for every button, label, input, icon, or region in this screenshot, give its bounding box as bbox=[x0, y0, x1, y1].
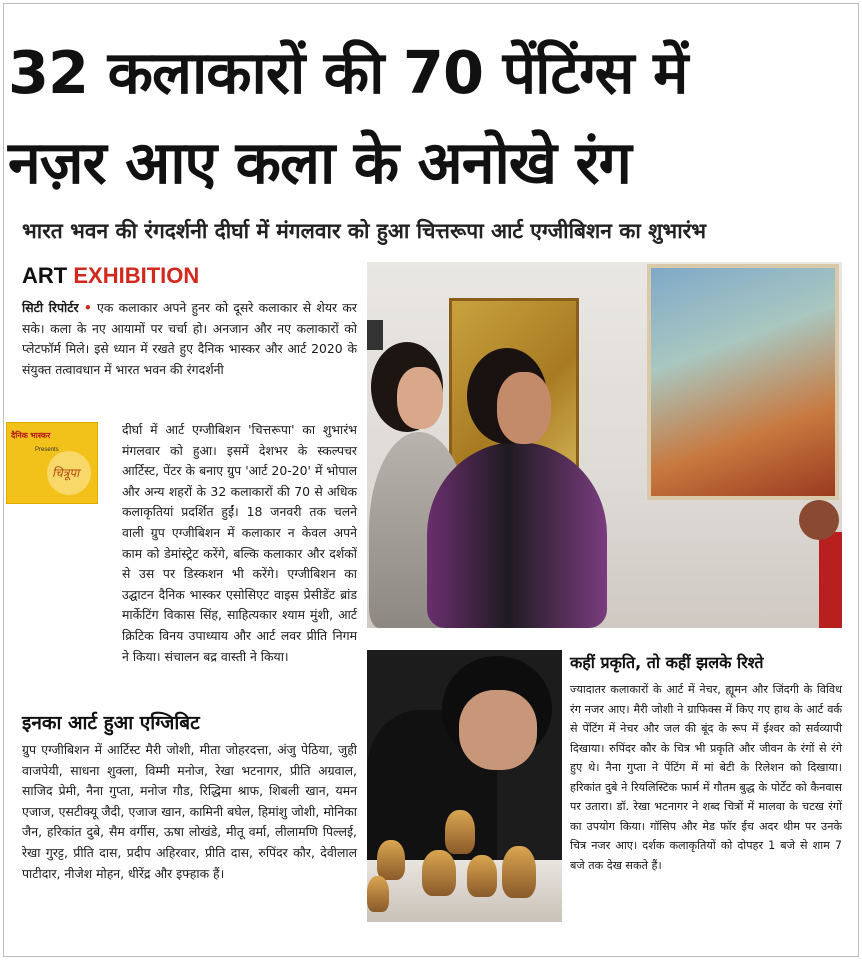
viewer-face bbox=[459, 690, 537, 770]
sculpture-figure bbox=[467, 855, 497, 897]
byline-bullet: • bbox=[83, 300, 92, 315]
visitor-1-face bbox=[397, 367, 443, 429]
sculpture-figure bbox=[445, 810, 475, 854]
sculpture-figure bbox=[422, 850, 456, 896]
painting-edge bbox=[367, 320, 383, 350]
red-sleeve bbox=[819, 532, 842, 628]
exhibition-photo bbox=[367, 262, 842, 628]
kicker-exhibition: EXHIBITION bbox=[73, 263, 200, 288]
logo-brand: दैनिक भास्कर bbox=[11, 431, 51, 440]
kicker-art: ART bbox=[22, 263, 68, 288]
headline-line-1: 32 कलाकारों की 70 पेंटिंग्स में bbox=[8, 38, 688, 107]
artists-section-title: इनका आर्ट हुआ एग्जिबिट bbox=[22, 712, 200, 734]
sculpture-figure bbox=[502, 846, 536, 898]
side-story-body: ज्यादातर कलाकारों के आर्ट में नेचर, ह्यूमन और जिंदगी के विविध रंग नजर आए। मैरी जोशी ने ग्राफिक्स में किए गए हाथ के आर्ट वर्क से पेंटिंग में नेचर और जल की बूंद के रूप में ईश्वर को सर्वव्यापी दिखाया। रुपिंदर कौर के चित्र भी प्रकृति और जीवन के रंगों से रंगे हुए थे। नैना गुप्ता ने पेंटिंग में मां बेटी के रिलेशन को दिखाया। हरिकांत दुबे ने रियलिस्टिक फार्म में गौतम बुद्ध के पोर्टेट को कैनवास पर उतारा। डॉ. रेखा भटनागर ने शब्द चित्रों में मालवा के चटख रंगों का उपयोग किया। गॉसिप और मेड फॉर ईच अदर थीम पर उनके चित्र नजर आए। दर्शक कलाकृतियों को दोपहर 1 बजे से शाम 7 बजे तक देख सकते हैं। bbox=[570, 683, 842, 872]
section-kicker bbox=[22, 262, 199, 290]
visitor-2-body bbox=[427, 442, 607, 628]
visitor-2-face bbox=[497, 372, 551, 444]
event-logo bbox=[6, 422, 98, 504]
pointing-hand bbox=[799, 500, 839, 540]
painting-woman-with-pot bbox=[647, 264, 839, 500]
article-body bbox=[22, 298, 357, 380]
sculpture-photo bbox=[367, 650, 562, 922]
headline-line-2: नज़र आए कला के अनोखे रंग bbox=[8, 128, 631, 197]
article-body-continued bbox=[11, 420, 357, 667]
article-paragraph-2: दीर्घा में आर्ट एग्जीबिशन 'चित्तरूपा' का शुभारंभ मंगलवार को हुआ। इसमें देशभर के स्कल्पचर आर्टिस्ट, पेंटर के बनाए ग्रुप 'आर्ट 20-20' में भोपाल और अन्य शहरों के 32 कलाकारों की 70 से अधिक कलाकृतियां प्रदर्शित हुईं। 18 जनवरी तक चलने वाली ग्रुप एग्जीबिशन में कलाकार न केवल अपने काम को डेमांस्ट्रेट करेंगे, बल्कि कलाकार और दर्शकों से उस पर डिस्कशन भी करेंगे। एग्जीबिशन का उद्घाटन दैनिक भास्कर एसोसिएट वाइस प्रेसीडेंट ब्रांड मार्केटिंग विकास सिंह, साहित्यकार श्याम मुंशी, आर्ट क्रिटिक विनय उपाध्याय और आर्ट लवर प्रीति निगम ने किया। संचालन बद्र वास्ती ने किया। bbox=[122, 422, 357, 664]
sculpture-figure bbox=[367, 876, 389, 912]
sculpture-figure bbox=[377, 840, 405, 880]
subheadline: भारत भवन की रंगदर्शनी दीर्घा में मंगलवार को हुआ चित्तरूपा आर्ट एग्जीबिशन का शुभारंभ bbox=[22, 219, 706, 243]
artists-list: ग्रुप एग्जीबिशन में आर्टिस्ट मैरी जोशी, मीता जोहरदत्ता, अंजु पेठिया, जुही वाजपेयी, साधना शुक्ला, विम्मी मनोज, रेखा भटनागर, प्रीति अग्रवाल, साजिद प्रेमी, नैना गुप्ता, मनोज गौड, रिद्धिमा श्राफ, शिबली खान, यमन एजाज, एसटीक्यू जैदी, एजाज खान, कामिनी बघेल, हिमांशु जोशी, मोनिका जैन, हरिकांत दुबे, सैम वर्गीस, ऊषा लोखंडे, मीतू वर्मा, लीलामणि पिल्लई, रेखा गुरट्ट, प्रीति दास, प्रदीप अहिरवार, प्रीति दास, रुपिंदर कौर, देवीलाल पाटीदार, नीजेश मोहन, धीरेंद्र और इफ्हाक हैं। bbox=[22, 742, 357, 881]
logo-presents: Presents bbox=[35, 447, 59, 453]
byline: सिटी रिपोर्टर bbox=[22, 300, 79, 315]
side-story-title: कहीं प्रकृति, तो कहीं झलके रिश्ते bbox=[570, 653, 764, 672]
headline bbox=[8, 28, 854, 208]
article-paragraph-1: एक कलाकार अपने हुनर को दूसरे कलाकार से शेयर कर सके। कला के नए आयामों पर चर्चा हो। अनजान और नए कलाकारों को प्लेटफॉर्म मिले। इसे ध्यान में रखते हुए दैनिक भास्कर और आर्ट 2020 के संयुक्त तत्वावधान में भारत भवन की रंगदर्शनी bbox=[22, 300, 357, 377]
logo-event-name: चित्रूपा bbox=[52, 466, 80, 480]
